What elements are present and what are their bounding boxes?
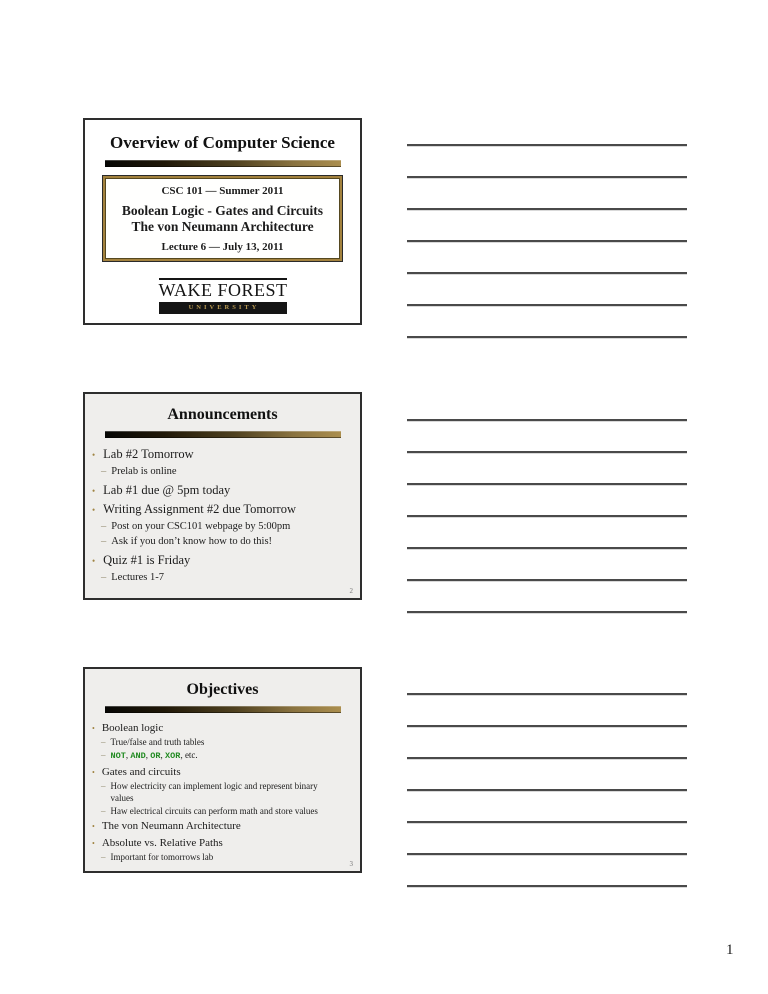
bullet-dash: – xyxy=(101,465,107,477)
bullet-dot: • xyxy=(92,505,96,516)
bullet-dot: • xyxy=(92,767,95,777)
note-line xyxy=(407,144,687,176)
note-line xyxy=(407,176,687,208)
bullet-dash: – xyxy=(101,780,106,791)
note-line xyxy=(407,757,687,789)
slide3-bullet-list xyxy=(85,721,360,863)
bullet-dot: • xyxy=(92,485,96,496)
slide-3-objectives xyxy=(83,667,362,873)
bullet-item xyxy=(89,780,350,805)
note-line xyxy=(407,821,687,853)
bullet-dash: – xyxy=(101,571,107,583)
bullet-item xyxy=(89,519,350,535)
code-keyword: AND xyxy=(130,750,146,761)
bullet-dot: • xyxy=(92,839,95,849)
course-line: CSC 101 — Summer 2011 xyxy=(161,184,284,197)
bullet-item xyxy=(89,534,350,550)
note-line xyxy=(407,515,687,547)
note-line xyxy=(407,789,687,821)
note-line xyxy=(407,547,687,579)
note-line xyxy=(407,611,687,643)
note-line xyxy=(407,336,687,368)
bullet-dash: – xyxy=(101,520,107,532)
slide2-bullet-list xyxy=(85,446,360,585)
bullet-text: Prelab is online xyxy=(111,465,177,477)
bullet-item xyxy=(89,819,350,834)
bullet-text: NOT, AND, OR, XOR, etc. xyxy=(110,749,198,761)
bullet-text: Lab #1 due @ 5pm today xyxy=(103,482,231,497)
bullet-item xyxy=(89,836,350,851)
note-line xyxy=(407,451,687,483)
bullet-text: Lab #2 Tomorrow xyxy=(103,447,194,462)
bullet-text: Ask if you don’t know how to do this! xyxy=(111,536,273,548)
bullet-item xyxy=(89,749,350,763)
bullet-dot: • xyxy=(92,822,95,832)
bullet-text: Post on your CSC101 webpage by 5:00pm xyxy=(111,520,291,532)
bullet-text: Gates and circuits xyxy=(101,765,181,778)
wake-forest-logo xyxy=(159,278,287,313)
bullet-item xyxy=(89,570,350,586)
topic-line-1: Boolean Logic - Gates and Circuits xyxy=(121,202,324,218)
bullet-dot: • xyxy=(92,556,96,567)
title-underline-bar xyxy=(105,431,341,438)
note-line xyxy=(407,579,687,611)
note-line xyxy=(407,272,687,304)
slide-number: 2 xyxy=(349,587,353,595)
bullet-text: The von Neumann Architecture xyxy=(101,820,241,833)
slide-2-announcements xyxy=(83,392,362,600)
note-line xyxy=(407,240,687,272)
note-line xyxy=(407,725,687,757)
bullet-item xyxy=(89,552,350,570)
title-underline-bar xyxy=(105,160,341,167)
bullet-text: Boolean logic xyxy=(101,722,164,735)
bullet-item xyxy=(89,765,350,780)
topic-lines xyxy=(107,203,338,237)
page-number: 1 xyxy=(726,942,734,958)
code-keyword: XOR xyxy=(165,750,181,761)
note-lines-slide3 xyxy=(407,693,687,917)
slide3-title: Objectives xyxy=(186,681,259,698)
bullet-text: True/false and truth tables xyxy=(110,737,205,748)
logo-wordmark: WAKE FOREST xyxy=(158,280,288,301)
note-line xyxy=(407,885,687,917)
bullet-text: Haw electrical circuits can perform math and store values xyxy=(110,805,318,816)
logo-university-bar: UNIVERSITY xyxy=(159,302,287,314)
note-line xyxy=(407,853,687,885)
bullet-text: Writing Assignment #2 due Tomorrow xyxy=(103,502,296,517)
lecture-date-line: Lecture 6 — July 13, 2011 xyxy=(161,241,284,254)
bullet-text: Absolute vs. Relative Paths xyxy=(101,837,223,850)
note-lines-slide2 xyxy=(407,419,687,643)
code-keyword: NOT xyxy=(110,750,126,761)
note-line xyxy=(407,304,687,336)
code-keyword: OR xyxy=(150,750,161,761)
note-lines-slide1 xyxy=(407,144,687,368)
bullet-item xyxy=(89,721,350,736)
bullet-text: Important for tomorrows lab xyxy=(110,852,214,863)
bullet-text: How electricity can implement logic and represent binary values xyxy=(110,780,318,804)
note-line xyxy=(407,483,687,515)
slide2-title: Announcements xyxy=(167,406,278,423)
slide1-title: Overview of Computer Science xyxy=(110,133,335,152)
bullet-dash: – xyxy=(101,852,106,863)
bullet-text: Quiz #1 is Friday xyxy=(103,553,191,568)
bullet-item xyxy=(89,736,350,749)
bullet-dash: – xyxy=(101,737,106,748)
note-line xyxy=(407,419,687,451)
bullet-text: Lectures 1-7 xyxy=(111,571,165,583)
note-line xyxy=(407,693,687,725)
bullet-dash: – xyxy=(101,805,106,816)
lecture-info-box xyxy=(102,175,343,263)
topic-line-2: The von Neumann Architecture xyxy=(131,219,314,235)
title-underline-bar xyxy=(105,706,341,713)
bullet-dot: • xyxy=(92,724,95,734)
note-line xyxy=(407,208,687,240)
bullet-dot: • xyxy=(92,450,96,461)
bullet-dash: – xyxy=(101,749,106,760)
slide-number: 3 xyxy=(349,860,353,868)
bullet-item xyxy=(89,805,350,818)
bullet-item xyxy=(89,501,350,519)
slide-1-title-slide xyxy=(83,118,362,325)
bullet-item xyxy=(89,446,350,464)
bullet-dash: – xyxy=(101,536,107,548)
bullet-item xyxy=(89,464,350,480)
bullet-item xyxy=(89,851,350,864)
bullet-item xyxy=(89,482,350,500)
